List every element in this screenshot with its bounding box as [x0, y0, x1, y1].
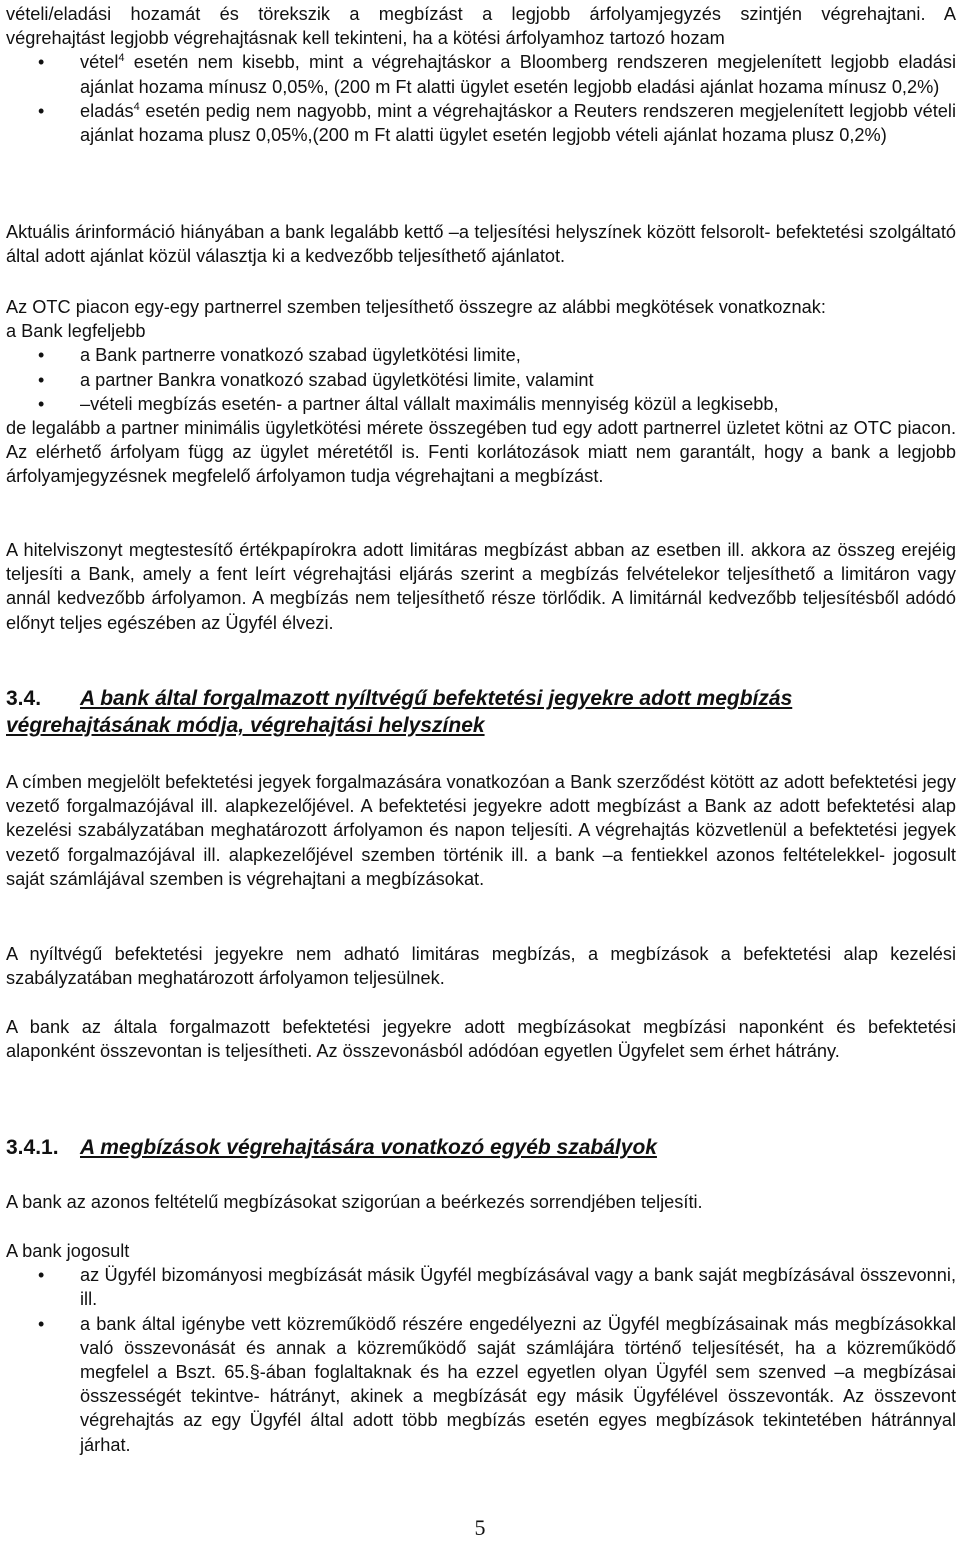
section-3-4-heading: [6, 685, 956, 739]
section-3-4-1-para-1: [6, 1190, 956, 1214]
list-item: [6, 343, 956, 367]
list-item: [6, 50, 956, 98]
section-number: 3.4.1.: [6, 1136, 59, 1159]
section-title-line-2: végrehajtásának módja, végrehajtási helyszínek: [6, 714, 485, 737]
otc-line-1: Az OTC piacon egy-egy partnerrel szemben teljesíthető összegre az alábbi megkötések vonatkoznak:: [6, 297, 826, 317]
bullet-sell-text: esetén pedig nem nagyobb, mint a végrehajtáskor a Reuters rendszeren megjelenített legjobb vételi ajánlat hozama plusz 0,05%,(200 m Ft alatti ügylet esetén legjobb vételi ajánlat hozama plusz 0,2%): [80, 100, 956, 146]
otc-closing: de legalább a partner minimális ügyletkötési mérete összegében tud egy adott partnerrel üzletet kötni az OTC piacon. Az elérhető árfolyam függ az ügylet méretétől is. Fenti korlátozások miatt nem garantált, hogy a bank a legjobb árfolyamjegyzésnek megfelelő árfolyamon tudja végrehajtani a megbízást.: [6, 418, 956, 487]
otc-bullet-list: [6, 343, 956, 416]
section-3-4-para-2: [6, 942, 956, 990]
list-item-text: a Bank partnerre vonatkozó szabad ügyletkötési limite,: [80, 345, 521, 366]
otc-block: [6, 295, 956, 489]
section-3-4-para-1: [6, 770, 956, 891]
bullet-icon: •: [38, 52, 45, 73]
bullet-icon: •: [38, 345, 45, 366]
bullet-icon: •: [38, 1313, 45, 1334]
bullet-icon: •: [38, 369, 45, 390]
bullet-buy-text: esetén nem kisebb, mint a végrehajtáskor a Bloomberg rendszeren megjelenített legjobb eladási ajánlat hozama mínusz 0,05%, (200 m Ft alatti ügylet esetén legjobb eladási ajánlat hozama mínusz 0,2%): [80, 52, 956, 97]
rights-bullet-list: [6, 1263, 956, 1457]
paragraph: Aktuális árinformáció hiányában a bank legalább kettő –a teljesítési helyszínek között felsorolt- befektetési szolgáltató által adott ajánlat közül választja ki a kedvezőbb teljesíthető ajánlatot.: [6, 222, 956, 267]
section-number: 3.4.: [6, 687, 42, 710]
section-3-4-para-3: [6, 1015, 956, 1063]
page-number: 5: [474, 1515, 486, 1540]
price-info-block: [6, 220, 956, 268]
intro-line-2: végrehajtást legjobb végrehajtásnak kell tekinteni, ha a kötési árfolyamhoz tartozó hozam: [6, 28, 725, 49]
limit-block: [6, 538, 956, 635]
section-3-4-1-heading: [6, 1134, 956, 1161]
section-title: [6, 1134, 956, 1161]
bullet-icon: •: [38, 100, 45, 121]
intro-block: [6, 2, 956, 147]
footnote-ref: 4: [133, 100, 140, 113]
paragraph: A címben megjelölt befektetési jegyek forgalmazására vonatkozóan a Bank szerződést kötött az adott befektetési jegy vezető forgalmazójával ill. alapkezelőjével. A befektetési jegyekre adott megbízást a Bank az adott befektetési alap kezelési szabályzatában meghatározott árfolyamon és napon teljesíti. A végrehajtás közvetlenül a befektetési jegyek vezető forgalmazójával ill. alapkezelőjével szemben történik ill. a bank –a fentiekkel azonos feltételekkel- jogosult saját számlájával szemben is végrehajtani a megbízásokat.: [6, 772, 956, 889]
otc-line-2: a Bank legfeljebb: [6, 321, 146, 342]
list-item: [6, 1263, 956, 1311]
intro-line-1: vételi/eladási hozamát és törekszik a megbízást a legjobb árfolyamjegyzés szintjén végrehajtani. A: [6, 4, 956, 24]
section-3-4-1-rights: [6, 1239, 956, 1457]
section-title: [6, 685, 956, 739]
list-item-text: az Ügyfél bizományosi megbízását másik Ügyfél megbízásával vagy a bank saját megbízásával összevonni, ill.: [80, 1265, 956, 1310]
section-title-text: A megbízások végrehajtására vonatkozó egyéb szabályok: [80, 1136, 657, 1159]
list-item-text: –vételi megbízás esetén- a partner által vállalt maximális mennyiség közül a legkisebb,: [80, 393, 779, 414]
bullet-buy-prefix: vétel: [80, 52, 119, 73]
paragraph: A bank az általa forgalmazott befektetési jegyekre adott megbízásokat megbízási naponként és befektetési alaponként összevontan is teljesítheti. Az összevonásból adódóan egyetlen Ügyfelet sem érhet hátrány.: [6, 1017, 956, 1062]
list-item: [6, 392, 956, 416]
paragraph: A nyíltvégű befektetési jegyekre nem adható limitáras megbízás, a megbízások a befektetési alap kezelési szabályzatában meghatározott árfolyamon teljesülnek.: [6, 944, 956, 989]
paragraph: A bank jogosult: [6, 1241, 130, 1261]
list-item-text: a partner Bankra vonatkozó szabad ügyletkötési limite, valamint: [80, 369, 594, 390]
paragraph: A hitelviszonyt megtestesítő értékpapírokra adott limitáras megbízást abban az esetben ill. akkora az összeg erejéig teljesíti a Bank, amely a fent leírt végrehajtási eljárás szerint a megbízás felvételekor teljesíthető a limitáron vagy annál kedvezőbb árfolyamon. A megbízás nem teljesíthető része törlődik. A limitárnál kedvezőbb teljesítésből adódó előnyt teljes egészében az Ügyfél élvezi.: [6, 540, 956, 633]
bullet-sell-prefix: eladás: [80, 100, 134, 121]
bullet-icon: •: [38, 1265, 45, 1286]
yield-bullet-list: [6, 50, 956, 147]
list-item: [6, 99, 956, 147]
list-item: [6, 1312, 956, 1457]
list-item-text: a bank által igénybe vett közreműködő részére engedélyezni az Ügyfél megbízásainak más megbízásokkal való összevonását és annak a közreműködő saját számlájára történő teljesítését, ha a közreműködő megfelel a Bszt. 65.§-ában foglaltaknak és ha ezzel egyetlen olyan Ügyfél sem szenved –a megbízásai összességét tekintve- hátrányt, akinek a megbízását egy másik Ügyfélével összevonták. Az összevont végrehajtás az egy Ügyfél által adott több megbízás esetén egyes megbízások tekintetében hátránnyal járhat.: [80, 1313, 956, 1455]
footnote-ref: 4: [118, 52, 125, 65]
bullet-icon: •: [38, 393, 45, 414]
section-title-line-1: A bank által forgalmazott nyíltvégű befektetési jegyekre adott megbízás: [80, 687, 793, 710]
paragraph: A bank az azonos feltételű megbízásokat szigorúan a beérkezés sorrendjében teljesíti.: [6, 1192, 703, 1212]
list-item: [6, 368, 956, 392]
